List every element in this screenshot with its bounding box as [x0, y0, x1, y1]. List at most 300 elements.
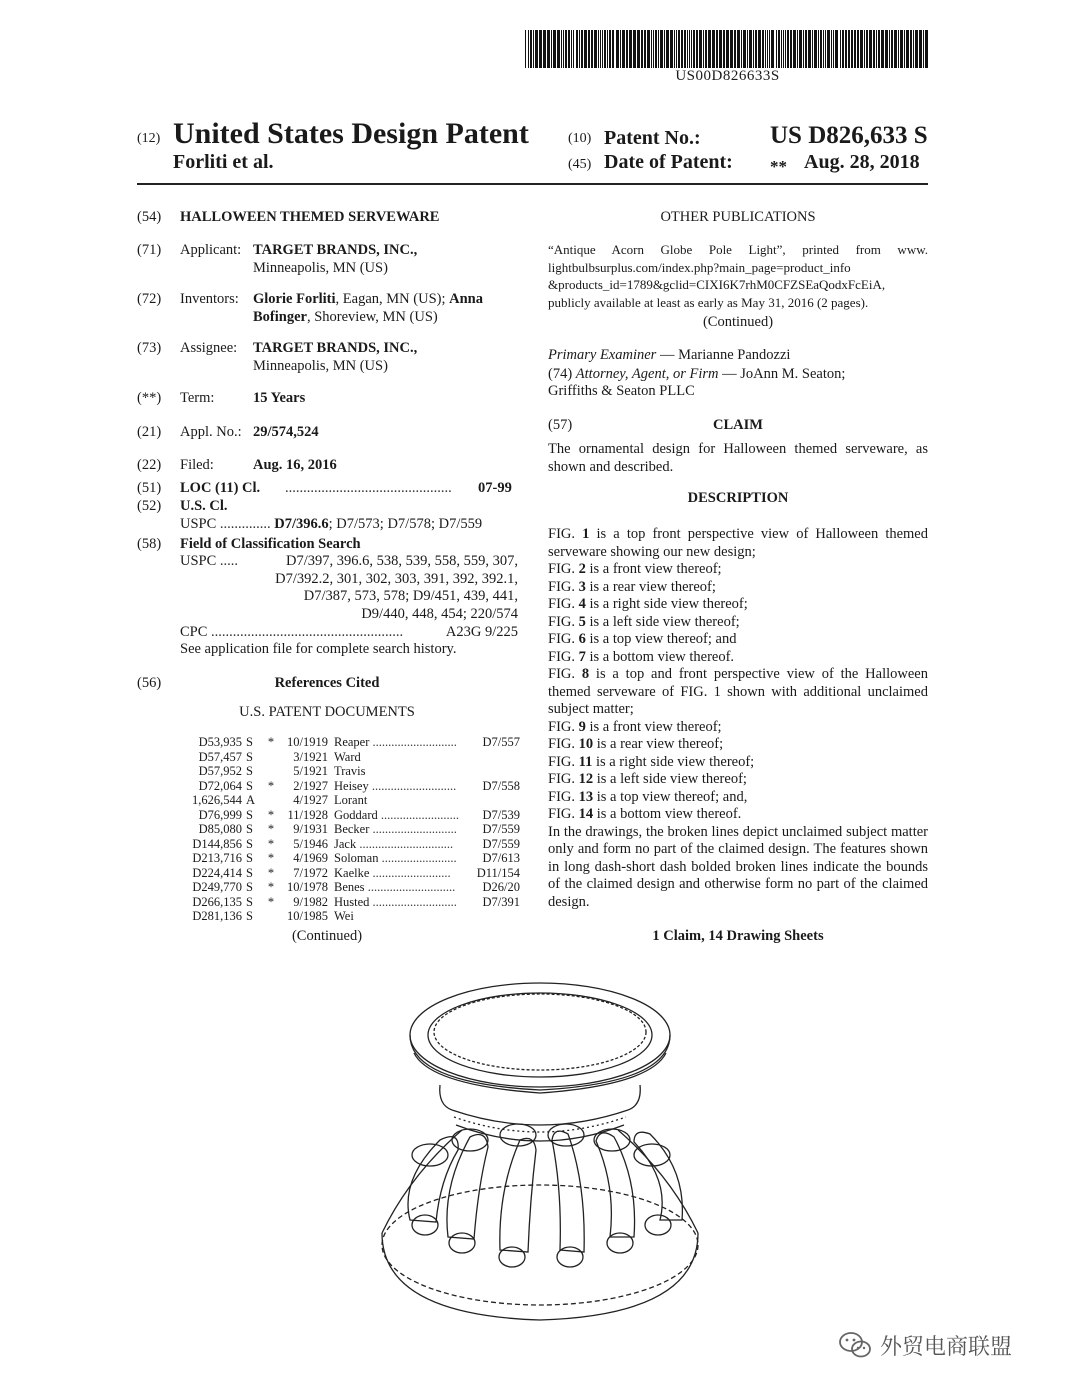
- reference-name: Wei: [334, 909, 354, 923]
- reference-row: [168, 735, 520, 750]
- barcode-bar: [869, 30, 872, 68]
- term-label: Term:: [180, 390, 215, 406]
- applicant-label: Applicant:: [180, 242, 242, 258]
- barcode-bar: [633, 30, 636, 68]
- pub-line-4: publicly available at least as early as May 31, 2016 (2 pages).: [548, 294, 869, 310]
- reference-date: 3/1921: [293, 749, 328, 764]
- reference-kind: S: [246, 894, 253, 909]
- barcode-bar: [814, 30, 817, 68]
- code-52: (52): [137, 498, 162, 514]
- cpc-dots: .....................................................: [211, 624, 404, 640]
- barcode-bar: [848, 30, 850, 68]
- barcode-bar: [765, 30, 766, 68]
- reference-name: Heisey ...........................: [334, 778, 457, 793]
- other-publications-label: OTHER PUBLICATIONS: [660, 209, 816, 225]
- barcode-bar: [785, 30, 786, 68]
- primary-examiner-name: — Marianne Pandozzi: [656, 347, 791, 363]
- barcode-bar: [719, 30, 722, 68]
- description-item: FIG. 8 is a top and front perspective view of the Halloween themed serveware of FIG. 1 shown with additional unclaimed subject matter;: [548, 666, 928, 717]
- reference-row: [168, 779, 520, 794]
- barcode-bar: [753, 30, 754, 68]
- reference-row: [168, 895, 520, 910]
- code-56: (56): [137, 675, 162, 691]
- reference-star: *: [267, 778, 275, 793]
- barcode-bar: [925, 30, 928, 68]
- barcode-bar: [687, 30, 688, 68]
- barcode-bar: [651, 30, 652, 68]
- barcode-bar: [712, 30, 715, 68]
- reference-row: [168, 866, 520, 881]
- barcode-bar: [799, 30, 802, 68]
- barcode-bar: [812, 30, 813, 68]
- references-continued: (Continued): [291, 928, 363, 944]
- barcode-bar: [579, 30, 580, 68]
- barcode-bar: [594, 30, 597, 68]
- reference-row: [168, 822, 520, 837]
- code-54: (54): [137, 209, 162, 225]
- loc-dots: ..............................................: [285, 480, 452, 496]
- barcode-bar: [591, 30, 593, 68]
- barcode-bar: [557, 30, 560, 68]
- barcode-bar: [818, 30, 819, 68]
- barcode-bar: [584, 30, 587, 68]
- barcode-bar: [641, 30, 643, 68]
- attorney-label: Attorney, Agent, or Firm: [575, 366, 719, 382]
- code-72: (72): [137, 291, 162, 307]
- code-71: (71): [137, 242, 162, 258]
- barcode-bar: [622, 30, 625, 68]
- barcode-bar: [805, 30, 807, 68]
- wechat-icon: [838, 1330, 872, 1360]
- barcode-bar: [781, 30, 782, 68]
- pub-line-1: “Antique Acorn Globe Pole Light”, printed from www.: [548, 242, 928, 257]
- barcode-bar: [741, 30, 742, 68]
- barcode-bar: [703, 30, 704, 68]
- barcode-bar: [666, 30, 669, 68]
- reference-name: Jack ..............................: [334, 836, 454, 851]
- reference-star: [264, 909, 278, 924]
- barcode-bar: [823, 30, 824, 68]
- reference-row: [168, 837, 520, 852]
- barcode-bar: [530, 30, 532, 68]
- uspc-dots: ..............: [219, 516, 271, 532]
- design-drawing: [370, 975, 710, 1335]
- barcode-bar: [568, 30, 570, 68]
- inventor2-location: , Shoreview, MN (US): [306, 308, 438, 325]
- field-line-3: D7/387, 573, 578; D9/451, 439, 441,: [303, 588, 518, 604]
- description-item: FIG. 2 is a front view thereof;: [548, 561, 722, 577]
- barcode-bar: [600, 30, 601, 68]
- barcode-bar: [528, 30, 529, 68]
- field-line-4: D9/440, 448, 454; 220/574: [361, 605, 518, 622]
- barcode-bar: [708, 30, 711, 68]
- barcode-bar: [576, 30, 578, 68]
- reference-class: D7/613: [482, 851, 520, 865]
- reference-num: D281,136: [192, 909, 242, 923]
- watermark: [838, 1325, 1048, 1365]
- assignee-name: TARGET BRANDS, INC.,: [253, 340, 418, 356]
- reference-class: D7/558: [482, 778, 520, 793]
- pub-line-2: lightbulbsurplus.com/index.php?main_page=product_info: [548, 259, 851, 275]
- inventor1-location: , Eagan, MN (US);: [335, 291, 446, 307]
- document-type: United States Design Patent: [173, 117, 529, 150]
- description-item: FIG. 14 is a bottom view thereof.: [548, 806, 742, 822]
- reference-name: Becker ...........................: [334, 822, 457, 836]
- barcode-bar: [660, 30, 663, 68]
- code-45: (45): [568, 157, 592, 172]
- reference-star: *: [267, 836, 275, 851]
- loc-value: 07-99: [478, 480, 512, 496]
- appl-no-value: 29/574,524: [253, 424, 319, 440]
- reference-date: 9/1931: [293, 822, 328, 836]
- patent-number: US D826,633 S: [770, 122, 928, 149]
- cpc-value: A23G 9/225: [445, 624, 518, 640]
- description-item: FIG. 10 is a rear view thereof;: [548, 736, 724, 752]
- date-star: **: [770, 157, 787, 176]
- barcode-bar: [864, 30, 865, 68]
- barcode-bar: [670, 30, 673, 68]
- barcode-bar: [771, 30, 774, 68]
- term-value: 15 Years: [253, 390, 306, 406]
- barcode-bar: [778, 30, 780, 68]
- barcode-bar: [758, 30, 761, 68]
- watermark-text: 外贸电商联盟: [880, 1334, 1013, 1360]
- barcode-bar: [851, 30, 853, 68]
- barcode-bar: [787, 30, 789, 68]
- claim-label: CLAIM: [713, 417, 763, 433]
- description-item: FIG. 12 is a left side view thereof;: [548, 771, 747, 787]
- barcode-bar: [723, 30, 725, 68]
- claim-text: The ornamental design for Halloween themed serveware, as shown and described.: [548, 441, 928, 475]
- barcode-bar: [767, 30, 768, 68]
- barcode-bar: [860, 30, 863, 68]
- barcode-bar: [743, 30, 746, 68]
- barcode-bar: [571, 30, 572, 68]
- reference-star: *: [267, 894, 275, 909]
- publications-continued: (Continued): [702, 314, 774, 330]
- barcode-bar: [539, 30, 542, 68]
- barcode-bar: [573, 30, 574, 68]
- barcode-bar: [693, 30, 695, 68]
- barcode-bar: [535, 30, 538, 68]
- barcode-bar: [726, 30, 729, 68]
- barcode-bar: [588, 30, 590, 68]
- barcode-bar: [629, 30, 632, 68]
- us-patent-documents-label: U.S. PATENT DOCUMENTS: [239, 704, 415, 720]
- assignee-label: Assignee:: [180, 340, 238, 356]
- barcode-bar: [769, 30, 770, 68]
- barcode-bar: [734, 30, 736, 68]
- reference-date: 4/1927: [293, 793, 328, 807]
- barcode-bar: [612, 30, 614, 68]
- barcode-bar: [747, 30, 748, 68]
- reference-class: D26/20: [482, 880, 520, 894]
- barcode-bar: [551, 30, 552, 68]
- reference-kind: S: [246, 778, 253, 793]
- primary-examiner-label: Primary Examiner: [548, 347, 657, 363]
- barcode-bar: [647, 30, 650, 68]
- patent-title: HALLOWEEN THEMED SERVEWARE: [180, 209, 440, 225]
- barcode-bar: [658, 30, 659, 68]
- code-21: (21): [137, 424, 162, 440]
- barcode-bar: [808, 30, 811, 68]
- barcode-bar: [620, 30, 621, 68]
- reference-num: D249,770: [192, 880, 242, 894]
- inventor2-last: Bofinger: [253, 308, 307, 325]
- reference-kind: S: [246, 749, 253, 764]
- description-item: FIG. 1 is a top front perspective view of Halloween themed serveware showing our new design;: [548, 526, 928, 560]
- description-item: In the drawings, the broken lines depict unclaimed subject matter only and form no part of the claimed design. The features shown in long dash-short dash bolded broken lines indicate the bounds of the claimed design and otherwise form no part of the claimed design.: [548, 823, 928, 910]
- reference-star: *: [267, 735, 275, 749]
- reference-name: Benes ............................: [334, 880, 456, 894]
- barcode-bar: [563, 30, 564, 68]
- barcode-bar: [797, 30, 798, 68]
- barcode-bar: [776, 30, 777, 68]
- barcode-bar: [891, 30, 893, 68]
- code-term: (**): [137, 390, 162, 406]
- barcode-bar: [598, 30, 599, 68]
- description-item: FIG. 4 is a right side view thereof;: [548, 596, 748, 612]
- barcode-bar: [831, 30, 832, 68]
- reference-star: [264, 793, 278, 808]
- reference-date: 10/1919: [287, 735, 328, 749]
- reference-num: D213,716: [192, 851, 242, 865]
- references-list: [168, 735, 520, 924]
- reference-star: [264, 750, 278, 765]
- reference-name: Husted ...........................: [334, 894, 457, 909]
- reference-name: Reaper ...........................: [334, 735, 457, 749]
- barcode-bar: [876, 30, 877, 68]
- barcode-bar: [644, 30, 646, 68]
- reference-date: 5/1921: [293, 764, 328, 778]
- publication-entry: [548, 241, 928, 311]
- reference-star: *: [267, 865, 275, 880]
- barcode-bar: [689, 30, 690, 68]
- description-item: FIG. 11 is a right side view thereof;: [548, 753, 755, 770]
- reference-date: 10/1978: [287, 880, 328, 894]
- code-73: (73): [137, 340, 162, 356]
- barcode-bar: [894, 30, 897, 68]
- reference-class: D7/559: [482, 822, 520, 836]
- reference-row: [168, 808, 520, 823]
- barcode-bar: [755, 30, 757, 68]
- description-item: FIG. 6 is a top view thereof; and: [548, 631, 737, 647]
- barcode-bar: [604, 30, 606, 68]
- barcode-bar: [827, 30, 830, 68]
- barcode-bar: [653, 30, 654, 68]
- filed-label: Filed:: [180, 457, 214, 473]
- barcode-bar: [547, 30, 550, 68]
- references-cited-label: References Cited: [274, 675, 380, 691]
- barcode-bar: [833, 30, 834, 68]
- barcode-bar: [716, 30, 718, 68]
- applicant-location: Minneapolis, MN (US): [253, 259, 388, 276]
- reference-row: [168, 851, 520, 866]
- barcode-bar: [616, 30, 619, 68]
- reference-class: D7/559: [482, 836, 520, 851]
- reference-kind: S: [246, 880, 253, 894]
- assignee-location: Minneapolis, MN (US): [253, 357, 388, 374]
- inventor-short: Forliti et al.: [173, 151, 274, 173]
- barcode-bar: [913, 30, 914, 68]
- reference-kind: S: [246, 764, 253, 778]
- us-cl-label: U.S. Cl.: [180, 498, 228, 514]
- description-item: FIG. 9 is a front view thereof;: [548, 718, 722, 735]
- barcode-bar: [762, 30, 764, 68]
- reference-class: D11/154: [476, 865, 520, 880]
- barcode-bar: [737, 30, 740, 68]
- reference-date: 4/1969: [293, 851, 328, 865]
- reference-star: [264, 764, 278, 779]
- reference-star: *: [267, 880, 275, 894]
- reference-kind: S: [246, 822, 253, 836]
- field-uspc-label: USPC: [180, 553, 217, 569]
- reference-date: 2/1927: [293, 778, 328, 793]
- barcode-bar: [783, 30, 784, 68]
- barcode-bar: [889, 30, 890, 68]
- field-search-label: Field of Classification Search: [180, 536, 361, 552]
- barcode-bar: [820, 30, 822, 68]
- barcode-bar: [637, 30, 640, 68]
- barcode-bar: [581, 30, 583, 68]
- reference-num: 1,626,544: [192, 793, 242, 807]
- barcode-bar: [684, 30, 686, 68]
- reference-class: [466, 793, 520, 808]
- barcode-bar: [898, 30, 899, 68]
- barcode-bar: [923, 30, 924, 68]
- barcode-number: US00D826633S: [675, 68, 780, 84]
- code-22: (22): [137, 457, 162, 473]
- field-line-1: D7/397, 396.6, 538, 539, 558, 559, 307,: [286, 553, 518, 569]
- filed-value: Aug. 16, 2016: [253, 457, 337, 473]
- barcode-bar: [681, 30, 683, 68]
- barcode-bar: [533, 30, 534, 68]
- field-uspc-dots: .....: [219, 553, 239, 569]
- barcode-bar: [609, 30, 611, 68]
- barcode-bar: [854, 30, 856, 68]
- barcode-bar: [602, 30, 603, 68]
- barcode-bar: [873, 30, 875, 68]
- reference-name: Travis: [334, 764, 366, 778]
- barcode-bar: [696, 30, 698, 68]
- barcode-bar: [790, 30, 792, 68]
- barcode-bar: [866, 30, 868, 68]
- reference-num: D144,856: [192, 836, 242, 851]
- reference-date: 5/1946: [293, 836, 328, 851]
- barcode-bar: [626, 30, 628, 68]
- loc-label: LOC (11) Cl.: [180, 480, 261, 496]
- reference-row: [168, 793, 520, 808]
- reference-class: [466, 764, 520, 779]
- reference-date: 11/1928: [287, 807, 328, 822]
- reference-num: D57,952: [198, 764, 242, 778]
- description-item: FIG. 7 is a bottom view thereof.: [548, 648, 735, 665]
- barcode-bar: [910, 30, 912, 68]
- reference-num: D72,064: [198, 778, 242, 793]
- barcode-bar: [842, 30, 844, 68]
- barcode-bar: [664, 30, 665, 68]
- reference-num: D53,935: [198, 735, 242, 749]
- description-list: [548, 526, 928, 911]
- description-label: DESCRIPTION: [687, 490, 789, 506]
- uspc-rest: ; D7/573; D7/578; D7/559: [328, 516, 483, 532]
- barcode-bar: [543, 30, 546, 68]
- barcode-bar: [906, 30, 909, 68]
- reference-row: [168, 750, 520, 765]
- barcode-bar: [749, 30, 752, 68]
- see-application: See application file for complete search history.: [180, 641, 457, 657]
- applicant-name: TARGET BRANDS, INC.,: [253, 242, 418, 258]
- reference-name: Lorant: [334, 793, 368, 807]
- patent-number-label: Patent No.:: [604, 127, 701, 149]
- reference-kind: S: [246, 735, 253, 749]
- reference-name: Ward: [334, 749, 361, 764]
- barcode-bar: [878, 30, 880, 68]
- reference-kind: S: [246, 836, 253, 851]
- reference-star: *: [267, 807, 275, 822]
- barcode-bar: [835, 30, 838, 68]
- reference-num: D85,080: [198, 822, 242, 836]
- barcode-bar: [565, 30, 567, 68]
- date-of-patent: Aug. 28, 2018: [804, 151, 920, 173]
- reference-row: [168, 764, 520, 779]
- description-item: FIG. 3 is a rear view thereof;: [548, 578, 716, 595]
- barcode-bar: [904, 30, 905, 68]
- reference-row: [168, 909, 520, 924]
- barcode-bar: [881, 30, 884, 68]
- reference-star: *: [267, 851, 275, 865]
- reference-kind: A: [246, 793, 256, 807]
- appl-no-label: Appl. No.:: [180, 424, 242, 440]
- uspc-main: D7/396.6: [274, 516, 329, 532]
- barcode-bar: [803, 30, 804, 68]
- barcode-bar: [730, 30, 733, 68]
- barcode-bar: [900, 30, 903, 68]
- barcode-bar: [561, 30, 562, 68]
- barcode-bar: [674, 30, 675, 68]
- barcode-bar: [678, 30, 680, 68]
- barcode-bar: [607, 30, 608, 68]
- code-51: (51): [137, 480, 162, 496]
- reference-class: D7/539: [482, 807, 520, 822]
- reference-class: D7/557: [482, 735, 520, 749]
- uspc-label: USPC: [180, 516, 217, 532]
- reference-kind: S: [246, 909, 253, 923]
- code-74: (74): [548, 366, 573, 382]
- reference-name: Kaelke .........................: [334, 865, 451, 880]
- date-of-patent-label: Date of Patent:: [604, 151, 733, 173]
- inventor1-name: Glorie Forliti: [253, 291, 336, 307]
- code-10: (10): [568, 131, 592, 146]
- barcode-bar: [825, 30, 826, 68]
- attorney-firm: Griffiths & Seaton PLLC: [548, 383, 695, 399]
- reference-num: D266,135: [192, 894, 242, 909]
- barcode-bar: [553, 30, 556, 68]
- barcode-bar: [857, 30, 859, 68]
- code-58: (58): [137, 536, 162, 552]
- field-line-2: D7/392.2, 301, 302, 303, 391, 392, 392.1,: [275, 570, 518, 587]
- barcode-bar: [919, 30, 922, 68]
- barcode-bar: [793, 30, 796, 68]
- barcode-bar: [705, 30, 707, 68]
- code-12: (12): [137, 131, 161, 146]
- inventors-label: Inventors:: [180, 291, 239, 307]
- reference-num: D224,414: [192, 865, 242, 880]
- reference-name: Soloman ........................: [334, 851, 457, 865]
- barcode-bar: [885, 30, 888, 68]
- cpc-label: CPC: [180, 624, 208, 640]
- barcode: [525, 30, 930, 68]
